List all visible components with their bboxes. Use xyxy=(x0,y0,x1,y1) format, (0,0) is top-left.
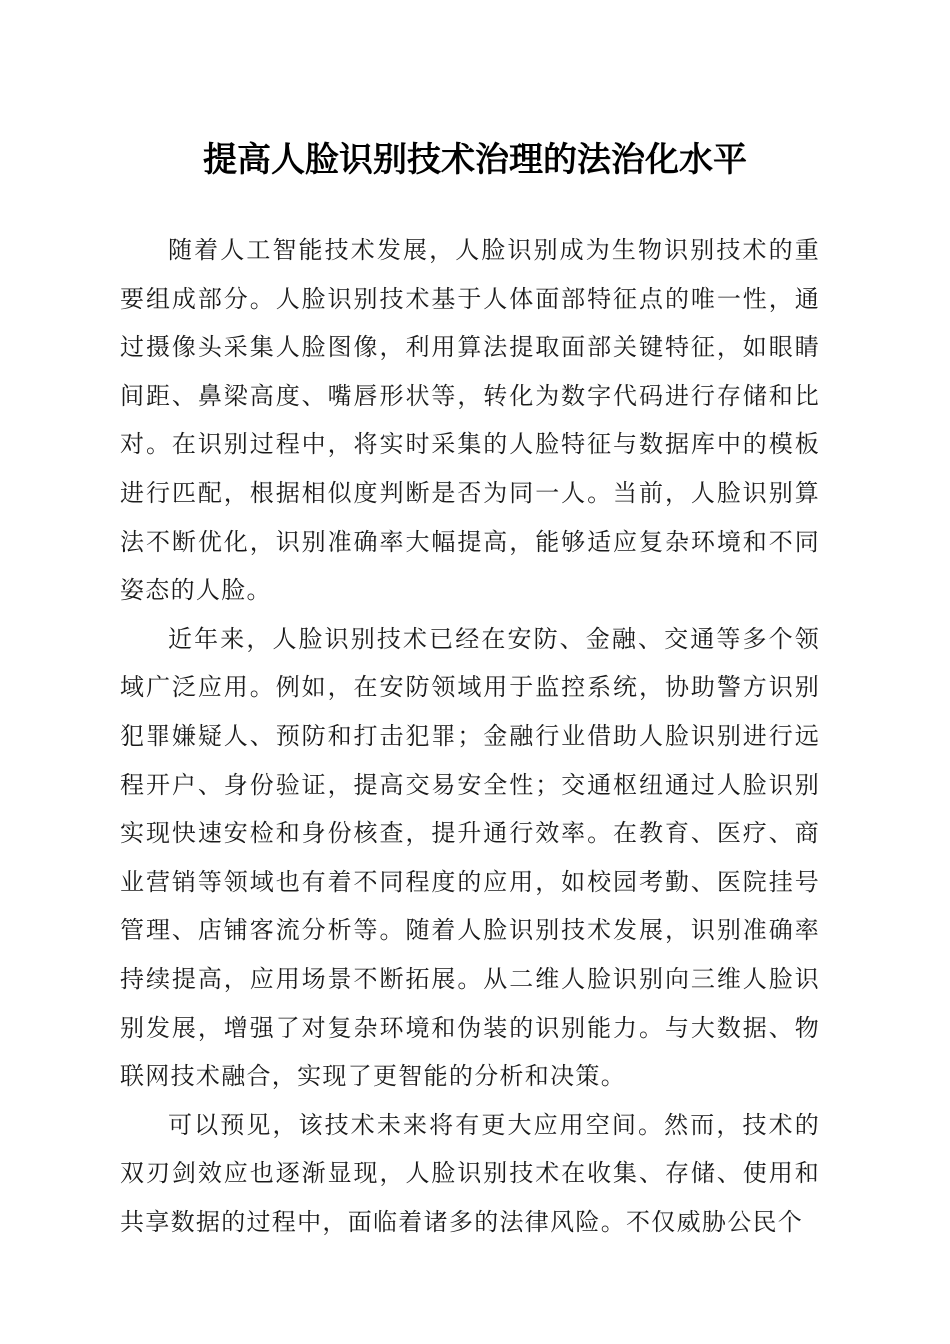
paragraph-1: 随着人工智能技术发展，人脸识别成为生物识别技术的重要组成部分。人脸识别技术基于人体面部特征点的唯一性，通过摄像头采集人脸图像，利用算法提取面部关键特征，如眼睛间距、鼻梁高度、嘴唇形状等，转化为数字代码进行存储和比对。在识别过程中，将实时采集的人脸特征与数据库中的模板进行匹配，根据相似度判断是否为同一人。当前，人脸识别算法不断优化，识别准确率大幅提高，能够适应复杂环境和不同姿态的人脸。 xyxy=(120,236,820,605)
document-body xyxy=(120,226,820,1246)
paragraph-3: 可以预见，该技术未来将有更大应用空间。然而，技术的双刃剑效应也逐渐显现，人脸识别技术在收集、存储、使用和共享数据的过程中，面临着诸多的法律风险。不仅威胁公民个 xyxy=(120,1110,820,1236)
paragraph-2: 近年来，人脸识别技术已经在安防、金融、交通等多个领域广泛应用。例如，在安防领域用于监控系统，协助警方识别犯罪嫌疑人、预防和打击犯罪；金融行业借助人脸识别进行远程开户、身份验证，提高交易安全性；交通枢纽通过人脸识别实现快速安检和身份核查，提升通行效率。在教育、医疗、商业营销等领域也有着不同程度的应用，如校园考勤、医院挂号管理、店铺客流分析等。随着人脸识别技术发展，识别准确率持续提高，应用场景不断拓展。从二维人脸识别向三维人脸识别发展，增强了对复杂环境和伪装的识别能力。与大数据、物联网技术融合，实现了更智能的分析和决策。 xyxy=(120,624,820,1091)
document-title: 提高人脸识别技术治理的法治化水平 xyxy=(203,140,747,180)
